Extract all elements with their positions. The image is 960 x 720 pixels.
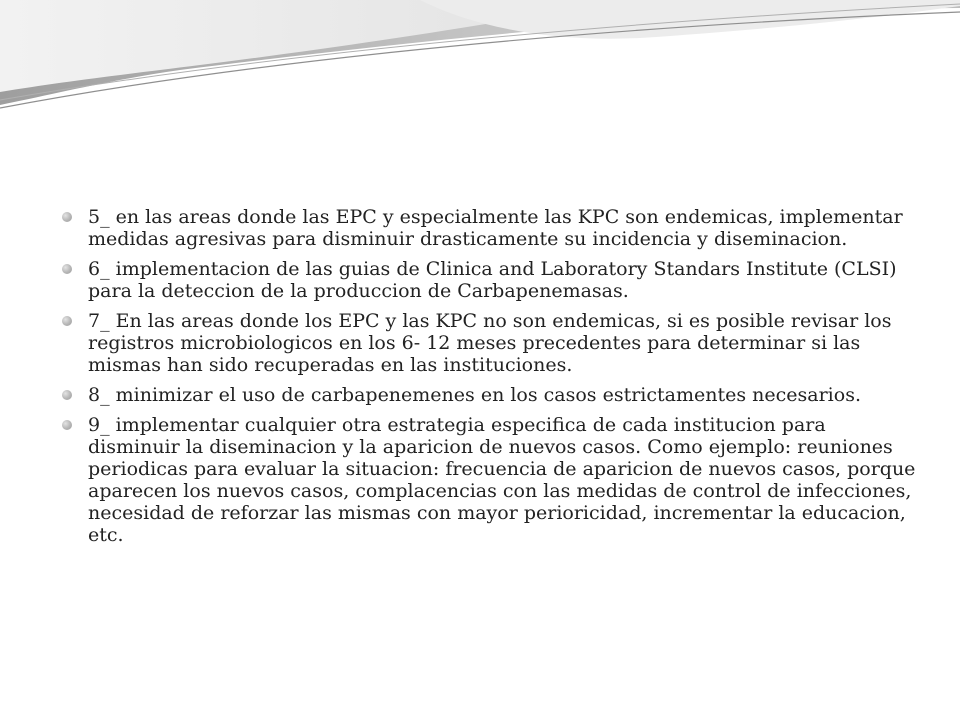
bullet-dot-icon [62,316,72,326]
bullet-item-7 [62,310,920,376]
bullet-item-6 [62,258,920,302]
bullet-text: 6_ implementacion de las guias de Clinica and Laboratory Standars Institute (CLSI) para la deteccion de la produccion de Carbapenemasas. [88,258,897,302]
bullet-text: 9_ implementar cualquier otra estrategia especifica de cada institucion para disminuir la diseminacion y la aparicion de nuevos casos. Como ejemplo: reuniones periodicas para evaluar la situacion: frecuencia de aparicion de nuevos casos, porque aparecen los nuevos casos, complacencias con las medidas de control de infecciones, necesidad de reforzar las mismas con mayor perioricidad, incrementar la educacion, etc. [88,414,916,546]
bullet-text: 5_ en las areas donde las EPC y especialmente las KPC son endemicas, implementar medidas agresivas para disminuir drasticamente su incidencia y diseminacion. [88,206,903,250]
slide-content [62,206,920,554]
bullet-text: 7_ En las areas donde los EPC y las KPC no son endemicas, si es posible revisar los registros microbiologicos en los 6- 12 meses precedentes para determinar si las mismas han sido recuperadas en las instituciones. [88,310,892,376]
bullet-item-5 [62,206,920,250]
bullet-dot-icon [62,420,72,430]
bullet-dot-icon [62,264,72,274]
bullet-item-9 [62,414,920,546]
bullet-dot-icon [62,212,72,222]
header-swoosh-decoration [0,0,960,140]
bullet-text: 8_ minimizar el uso de carbapenemenes en los casos estrictamentes necesarios. [88,384,861,406]
bullet-list [62,206,920,546]
bullet-dot-icon [62,390,72,400]
bullet-item-8 [62,384,920,406]
